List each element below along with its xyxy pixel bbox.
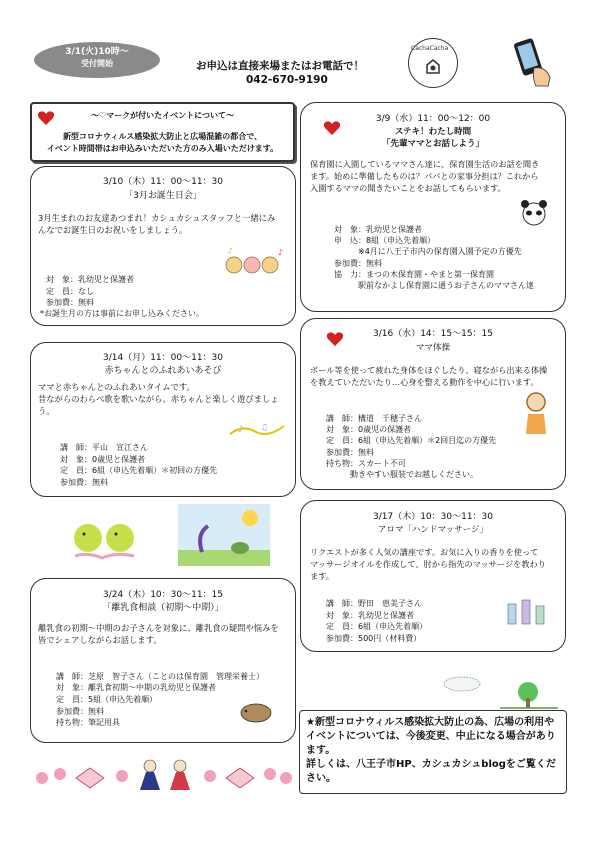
event-title: ママ体操 xyxy=(415,343,450,353)
footer-notice-line: さい。 xyxy=(306,773,336,784)
event-desc: ます。 xyxy=(310,571,334,581)
event-desc: んなでお誕生日のお祝いをしましょう。 xyxy=(38,225,188,235)
event-title: 「離乳食相談（初期～中期）」 xyxy=(102,603,224,613)
event-desc: 保育園に入園しているママさん達に、保育園生活のお話を聞き xyxy=(310,159,540,169)
footer-notice-line: 詳しくは、八王子市HP、カシュカシュblogをご覧くだ xyxy=(306,759,556,770)
notice-title: ～♡マークが付いたイベントについて～ xyxy=(90,111,234,120)
event-title: アロマ「ハンドマッサージ」 xyxy=(378,525,488,535)
event-datetime: 3/14（月）11：00～11：30 xyxy=(102,353,224,363)
detail-row: 定 員：5組（申込先着順） xyxy=(56,695,158,704)
event-desc: マッサージオイルを作成して、肘から指先のマッサージを教わり xyxy=(310,559,546,569)
music-notes-illustration xyxy=(228,420,286,438)
event-desc: 昔ながらのわらべ歌を歌いながら、赤ちゃんと楽しく遊びましょ xyxy=(38,394,279,404)
event-note: *お誕生月の方は事前にお申し込みください。 xyxy=(40,309,204,318)
event-title: ステキ！わたし時間 xyxy=(394,127,472,137)
event-desc: 皆でシェアしながらお話します。 xyxy=(38,635,162,645)
event-datetime: 3/9（水）11：00～12：00 xyxy=(375,114,491,124)
event-datetime: 3/10（木）11：00～11：30 xyxy=(102,177,224,187)
event-desc: ママと赤ちゃんとのふれあいタイムです。 xyxy=(38,382,195,392)
event-title: 「先輩ママとお話しよう」 xyxy=(381,139,484,149)
svg-text:♪: ♪ xyxy=(238,425,244,435)
detail-row: 対 象：0歳児の保護者 xyxy=(326,425,412,434)
animals-illustration xyxy=(222,245,290,279)
logo-text: CachaCacha xyxy=(411,45,449,52)
detail-row: 参加費：無料 xyxy=(60,478,108,487)
event-desc: 入園するママの聞きたいことをお話してもらいます。 xyxy=(310,183,506,193)
detail-row: 動きやすい服装でお越しください。 xyxy=(326,470,478,479)
event-desc: リクエストが多く人気の講座です。お気に入りの香りを使って xyxy=(310,547,539,557)
event-desc: 3月生まれのお友達あつまれ！カシュカシュスタッフと一緒にみ xyxy=(38,213,276,223)
event-desc: う。 xyxy=(38,406,55,416)
event-desc: 離乳食の初期～中期のお子さんを対象に、離乳食の疑問や悩みを xyxy=(38,623,279,633)
detail-row: 参加費：無料 xyxy=(56,707,104,716)
event-desc: ます。始めに準備したものは？パパとの家事分担は？これから xyxy=(310,171,539,181)
detail-row: 講 師：野田 恵美子さん xyxy=(326,599,422,608)
event-title: 赤ちゃんとのふれあいあそび xyxy=(104,366,222,376)
event-desc: ボール等を使って疲れた身体をほぐしたり、寝ながら出来る体操 xyxy=(310,365,548,375)
detail-row: 参加費：500円（材料費） xyxy=(326,634,422,643)
event-datetime: 3/24（木）10：30～11：15 xyxy=(102,590,224,600)
detail-row: 講 師：平山 宣江さん xyxy=(60,443,148,452)
notice-line2: イベント時間帯はお申込みいただいた方のみ入場いただけます。 xyxy=(46,144,279,153)
apply-text: お申込は直接来場またはお電話で！ xyxy=(196,60,364,72)
panda-illustration xyxy=(514,198,554,228)
event-desc: を教えていただいたり…心身を整える動作を中心に行います。 xyxy=(310,377,539,387)
cachacacha-logo xyxy=(408,38,458,88)
detail-row: 参加費：無料 xyxy=(46,298,94,307)
svg-text:♪: ♪ xyxy=(278,248,284,257)
hedgehog-illustration xyxy=(238,698,274,724)
detail-row: 持ち物：スカート不可 xyxy=(326,459,406,468)
footer-notice-line: ★新型コロナウィルス感染拡大防止の為、広場の利用や xyxy=(306,717,555,728)
spring-scene-illustration xyxy=(178,504,270,566)
aroma-bottles-illustration xyxy=(500,594,552,628)
event-datetime: 3/17（木）10：30～11：30 xyxy=(372,512,494,522)
clouds-tree-illustration xyxy=(440,670,560,710)
badge-line2: 受付開始 xyxy=(81,59,113,68)
birds-illustration xyxy=(70,512,140,564)
phone-icon xyxy=(508,38,554,88)
phone-number: 042-670-9190 xyxy=(246,74,328,86)
detail-row: 講 師：構道 千穂子さん xyxy=(326,414,422,423)
detail-row: 対 象：乳幼児と保護者 xyxy=(326,611,414,620)
detail-row: 定 員：6組（申込先着順）＊2回目迄の方優先 xyxy=(326,436,497,445)
detail-row: 定 員：6組（申込先着順）＊初回の方優先 xyxy=(60,466,218,475)
detail-row: 協 力：まつの木保育園・やまと第一保育園 xyxy=(334,270,494,279)
notice-line1: 新型コロナウィルス感染拡大防止と広場混雑の都合で、 xyxy=(62,132,263,141)
detail-row: 申 込：8組（申込先着順） xyxy=(334,236,436,245)
detail-row: 駅前なかよし保育園に通うお子さんのママさん達 xyxy=(334,281,534,290)
detail-row: ※4月に八王子市内の保育園入園予定の方優先 xyxy=(334,247,522,256)
event-title: 「3月お誕生日会」 xyxy=(124,191,202,201)
detail-row: 定 員：6組（申込先着順） xyxy=(326,622,428,631)
detail-row: 対 象：乳幼児と保護者 xyxy=(334,225,422,234)
detail-row: 持ち物：筆記用具 xyxy=(56,718,120,727)
svg-text:♫: ♫ xyxy=(260,423,269,433)
detail-row: 定 員：なし xyxy=(46,287,94,296)
detail-row: 参加費：無料 xyxy=(326,448,374,457)
detail-row: 対 象：0歳児と保護者 xyxy=(60,455,146,464)
detail-row: 対 象：乳幼児と保護者 xyxy=(46,275,134,284)
detail-row: 対 象：離乳食初期～中期の乳幼児と保護者 xyxy=(56,683,216,692)
detail-row: 参加費：無料 xyxy=(334,259,382,268)
detail-row: 講 師：芝原 智子さん（ことのは保育園 管理栄養士） xyxy=(56,672,264,681)
footer-notice-line: ます。 xyxy=(306,745,336,756)
footer-notice-line: イベントについては、今後変更、中止になる場合があり xyxy=(306,731,556,742)
svg-text:♪: ♪ xyxy=(228,247,233,255)
woman-exercising-illustration xyxy=(518,390,554,438)
hina-dolls-border xyxy=(30,748,296,794)
event-datetime: 3/16（水）14：15～15：15 xyxy=(372,329,494,339)
badge-line1: 3/1(火)10時～ xyxy=(65,47,129,57)
